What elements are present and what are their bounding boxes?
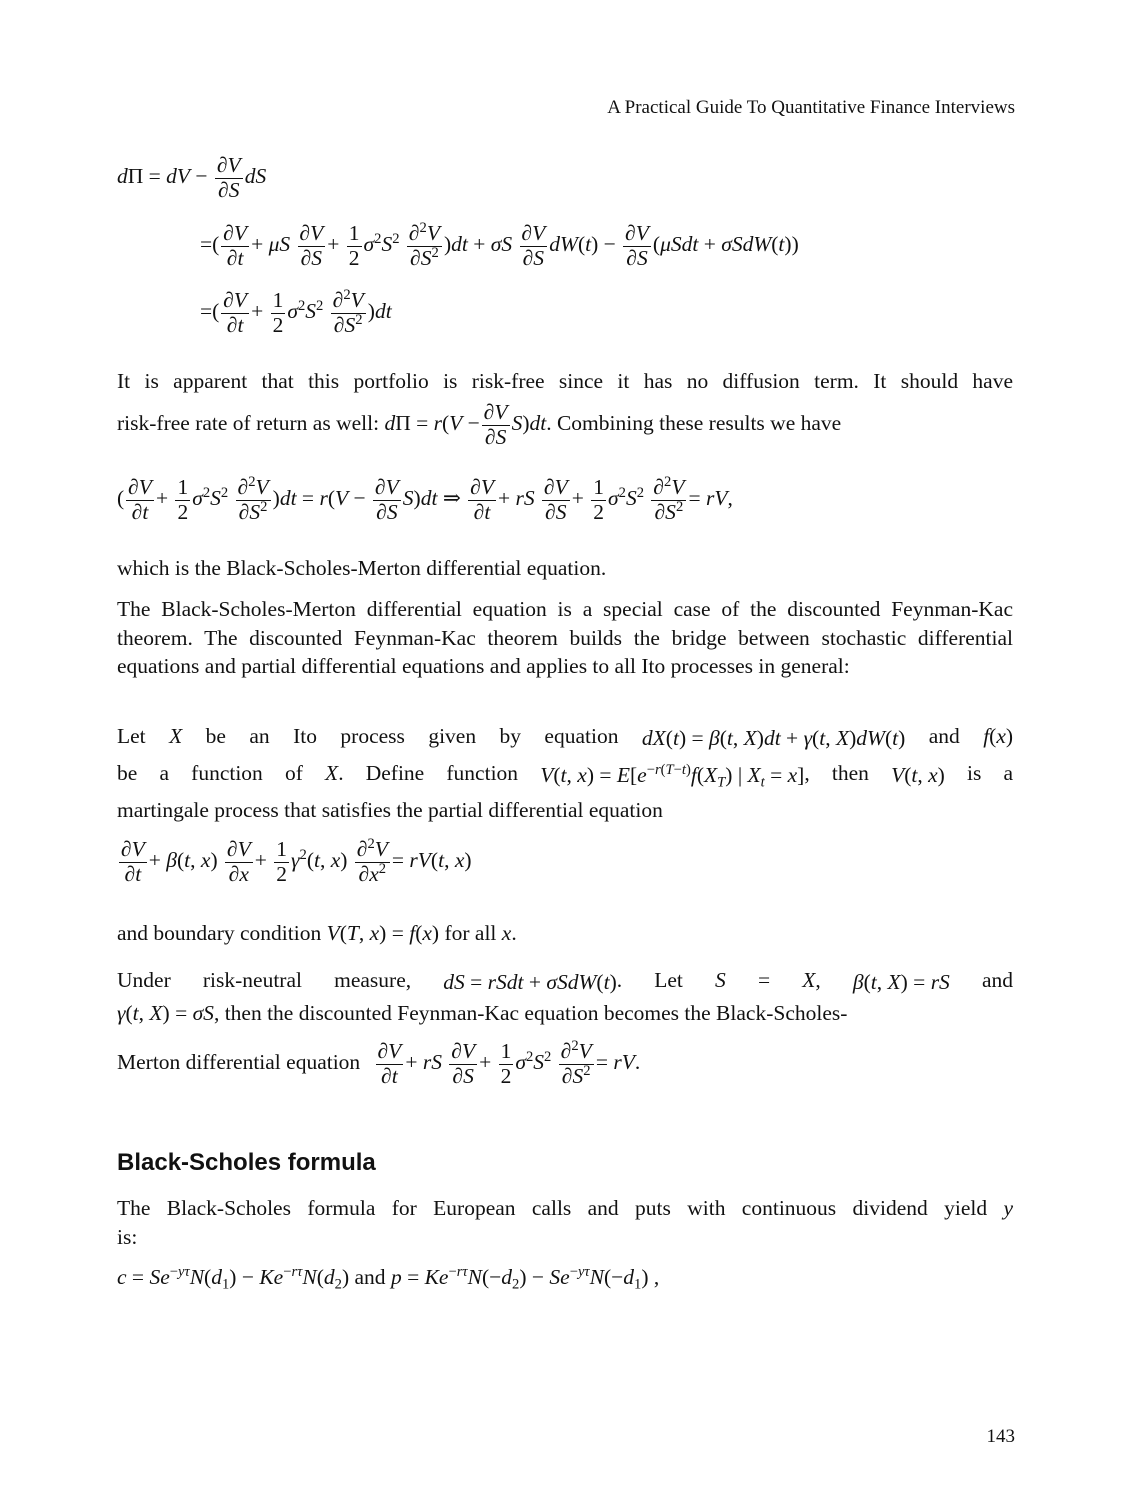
paragraph-ito-line1: Let X be an Ito process given by equation dX(t) = β(t, X)dt + γ(t, X)dW(t) and f(x) (117, 724, 1014, 750)
paragraph-ito-line2: be a function of X. Define function V(t, $x) = E[e^{-r(T-t)}f(X_T)$ | $X_t = x$], then V(t, x) is a (117, 761, 1014, 791)
paragraph-bs-formula-intro-line2: is: (117, 1225, 138, 1249)
paragraph-risk-free-line1: It is apparent that this portfolio is risk-free since it has no diffusion term. It should have (117, 369, 1013, 393)
inline-equation-dpi-rate: dΠ = r(V − $\frac{\partial V}{\partial S}$ S)dt (384, 400, 547, 449)
paragraph-boundary-condition: and boundary condition V(T, x) = f(x) for all x. (117, 921, 517, 945)
paragraph-bsm-label: which is the Black-Scholes-Merton differential equation. (117, 556, 607, 580)
section-heading-black-scholes-formula: Black-Scholes formula (117, 1149, 376, 1176)
paragraph-risk-neutral-line1: Under risk-neutral measure, dS = rSdt + σSdW(t). Let S = X, β(t, X) = rS and (117, 968, 1013, 994)
equation-feynman-kac-pde: $\frac{\partial V}{\partial t}$ + β(t, x) $\frac{\partial V}{\partial x}$ + $\frac{1}{2}$ $\gamma^2(t$, x) $\frac{\partial^2V}{\partial x^2}$ = rV(t, x) (121, 835, 472, 886)
page-number: 143 (986, 1426, 1015, 1447)
paragraph-feynman-kac-intro: The Black-Scholes-Merton differential equation is a special case of the discounted Feynman-Kac theorem. The discounted Feynman-Kac theorem builds the bridge between stochastic differential equations and partial differential equations and applies to all Ito processes in general: (117, 597, 1013, 678)
equation-dpi-line1: dΠ = dV − $\frac{\partial V}{\partial S}$ dS (117, 153, 267, 202)
inline-equation-bsm-final: $\frac{\partial V}{\partial t}$ + rS $\frac{\partial V}{\partial S}$ + $\frac{1}{2}$ $\sigma^2S^2$ $\frac{\partial^2V}{\partial S^2}$ = rV. (377, 1037, 641, 1088)
paragraph-risk-free-line2: risk-free rate of return as well: dΠ = r(V − $\frac{\partial V}{\partial S}$ S)dt. Combining these results we have (117, 400, 842, 449)
running-header: A Practical Guide To Quantitative Finance Interviews (607, 97, 1015, 118)
paragraph-ito-line3: martingale process that satisfies the partial differential equation (117, 798, 663, 822)
paragraph-risk-neutral-line3: Merton differential equation $\frac{\partial V}{\partial t}$ + rS $\frac{\partial V}{\partial S}$ + $\frac{1}{2}$ $\sigma^2S^2$ $\frac{\partial^2V}{\partial S^2}$ = rV. (117, 1037, 641, 1088)
paragraph-bs-formula-intro-line1: The Black-Scholes formula for European calls and puts with continuous dividend yield y (117, 1196, 1014, 1220)
equation-dpi-line3: =( $\frac{\partial V}{\partial t}$ + $\frac{1}{2}$ $\sigma^2S^2$ $\frac{\partial^2V}{\partial S^2}$ )dt (200, 286, 392, 337)
equation-call-put-prices: $c = Se^{-y\tau}N(d_1) - Ke^{-r\tau}N(d_2)$ and $p = Ke^{-r\tau}N(-d_2) - Se^{-y\tau}N(-d_1)$ , (117, 1263, 660, 1293)
equation-bsm-combined: ( $\frac{\partial V}{\partial t}$ + $\frac{1}{2}$ $\sigma^2S^2$ $\frac{\partial^2V}{\partial S^2}$ )dt = r(V − $\frac{\partial V}{\partial S}$ S)dt ⇒ $\frac{\partial V}{\partial t}$ + rS $\frac{\partial V}{\partial S}$ + $\frac{1}{2}$ $\sigma^2S^2$ $\frac{\partial^2V}{\partial S^2}$ = rV, (117, 473, 733, 524)
paragraph-risk-neutral-line2: γ(t, X) = σS, then the discounted Feynman-Kac equation becomes the Black-Scholes- (117, 1001, 848, 1025)
equation-dpi-line2: =( $\frac{\partial V}{\partial t}$ + μS $\frac{\partial V}{\partial S}$ + $\frac{1}{2}$ $\sigma^2S^2$ $\frac{\partial^2V}{\partial S^2}$ )dt + σS $\frac{\partial V}{\partial S}$ dW(t) − $\frac{\partial V}{\partial S}$ (μSdt + σSdW(t)) (200, 219, 799, 270)
